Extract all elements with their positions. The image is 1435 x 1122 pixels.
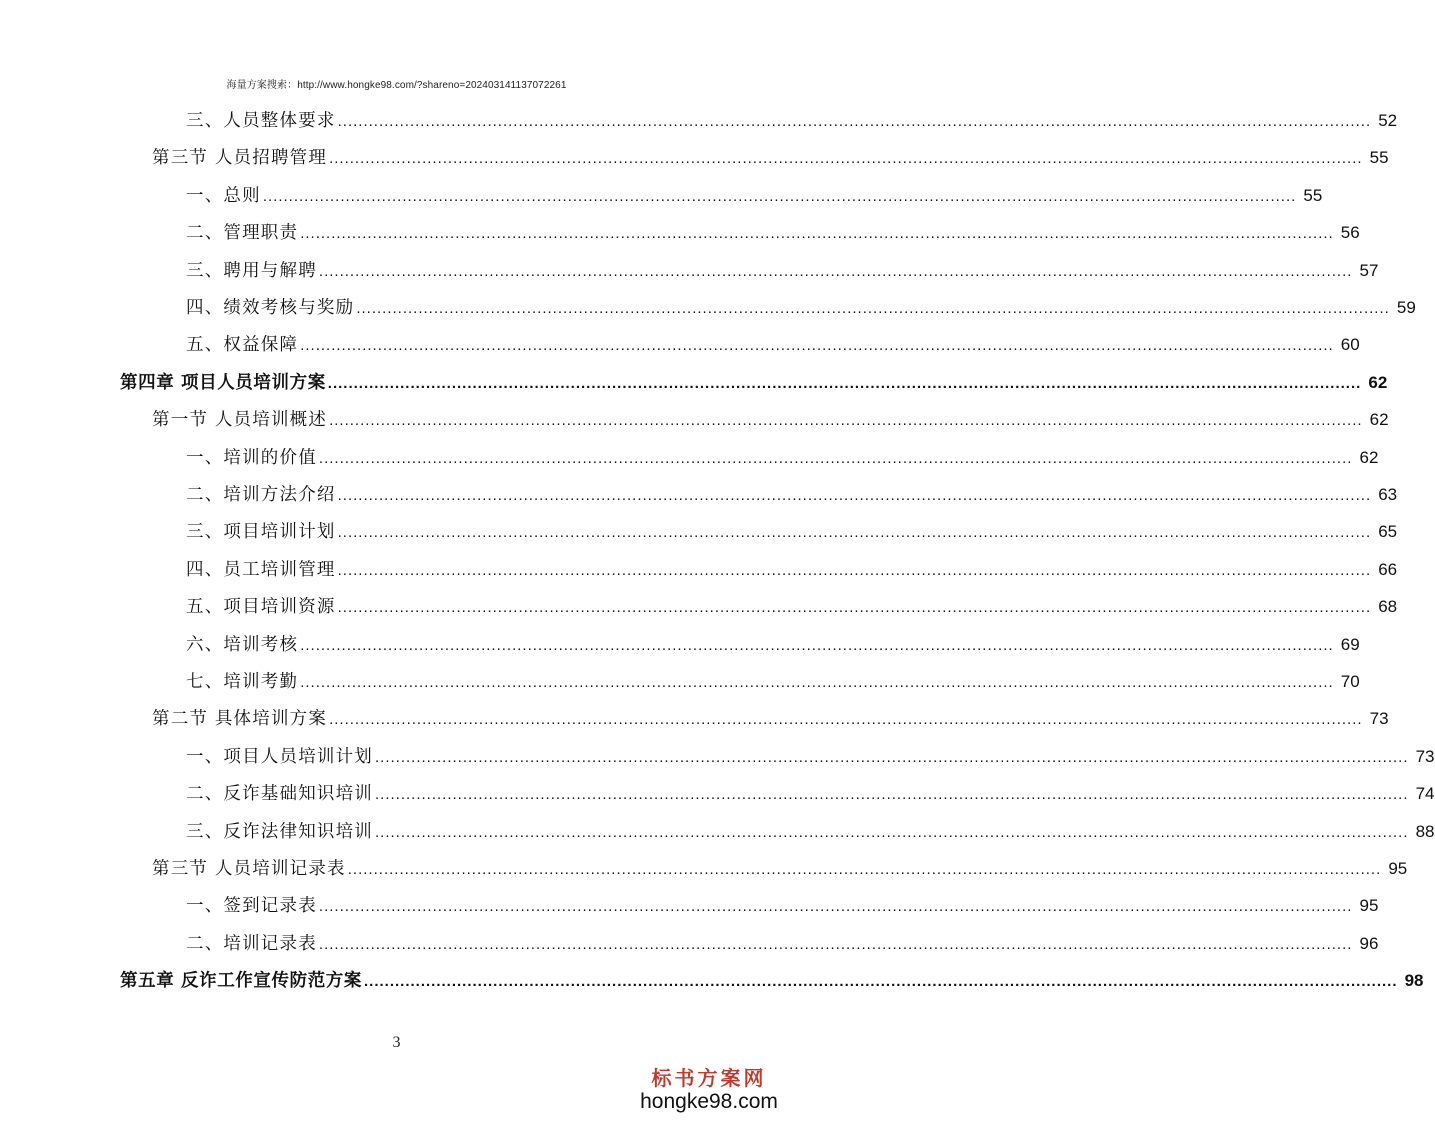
toc-entry-page: 65 xyxy=(1378,522,1398,542)
toc-entry-label: 第三节 人员培训记录表 xyxy=(152,859,346,879)
toc-entry-item[interactable] xyxy=(186,252,1379,282)
toc-entry-page: 66 xyxy=(1378,559,1398,579)
toc-entry-label: 三、人员整体要求 xyxy=(186,111,336,131)
watermark-domain: hongke98.com xyxy=(640,1090,778,1113)
toc-entry-label: 第一节 人员培训概述 xyxy=(152,410,328,431)
toc-entry-section[interactable] xyxy=(152,139,1389,169)
toc-entry-page: 55 xyxy=(1303,185,1323,205)
toc-entry-label: 二、反诈基础知识培训 xyxy=(186,784,373,805)
toc-entry-label: 三、聘用与解聘 xyxy=(186,260,317,281)
toc-dot-leader: ........................................................................................................................................................................................................ xyxy=(364,973,1398,991)
site-watermark xyxy=(639,1066,779,1114)
toc-entry-item[interactable] xyxy=(186,813,1435,843)
toc-entry-page: 95 xyxy=(1388,859,1408,878)
toc-entry-label: 五、项目培训资源 xyxy=(186,597,336,618)
toc-entry-page: 73 xyxy=(1369,709,1389,729)
toc-entry-label: 三、反诈法律知识培训 xyxy=(186,821,373,842)
toc-entry-page: 73 xyxy=(1415,746,1435,766)
toc-entry-page: 59 xyxy=(1396,298,1416,317)
toc-entry-page: 62 xyxy=(1368,372,1388,392)
toc-entry-item[interactable] xyxy=(186,439,1379,469)
toc-entry-label: 六、培训考核 xyxy=(186,634,299,655)
toc-dot-leader: ........................................................................................................................................................................................................ xyxy=(375,748,1409,766)
toc-dot-leader: ........................................................................................................................................................................................................ xyxy=(300,636,1334,654)
toc-entry-page: 56 xyxy=(1340,223,1360,243)
toc-dot-leader: ........................................................................................................................................................................................................ xyxy=(347,861,1382,878)
toc-entry-item[interactable] xyxy=(186,738,1435,768)
toc-entry-page: 68 xyxy=(1378,597,1398,617)
toc-dot-leader: ........................................................................................................................................................................................................ xyxy=(318,262,1353,280)
toc-entry-page: 62 xyxy=(1369,410,1389,430)
toc-entry-item[interactable] xyxy=(186,177,1323,207)
toc-entry-item[interactable] xyxy=(186,551,1398,581)
toc-entry-label: 第二节 具体培训方案 xyxy=(152,709,328,730)
toc-entry-label: 四、绩效考核与奖励 xyxy=(186,298,355,318)
toc-entry-label: 一、项目人员培训计划 xyxy=(186,746,373,767)
toc-dot-leader: ........................................................................................................................................................................................................ xyxy=(337,113,1372,130)
toc-entry-page: 63 xyxy=(1378,485,1398,504)
toc-entry-chapter[interactable] xyxy=(120,364,1388,394)
toc-entry-label: 第四章 项目人员培训方案 xyxy=(120,372,326,393)
toc-entry-page: 60 xyxy=(1340,335,1360,355)
toc-dot-leader: ........................................................................................................................................................................................................ xyxy=(318,935,1353,953)
toc-entry-item[interactable] xyxy=(186,588,1398,618)
toc-dot-leader: ........................................................................................................................................................................................................ xyxy=(356,300,1390,317)
toc-entry-label: 二、培训记录表 xyxy=(186,933,317,954)
toc-entry-item[interactable] xyxy=(186,663,1360,693)
toc-entry-label: 第三节 人员招聘管理 xyxy=(152,148,328,169)
toc-entry-page: 96 xyxy=(1359,933,1379,953)
toc-entry-item[interactable] xyxy=(186,476,1398,506)
toc-entry-label: 第五章 反诈工作宣传防范方案 xyxy=(120,971,362,992)
toc-entry-label: 二、管理职责 xyxy=(186,223,299,244)
toc-entry-label: 五、权益保障 xyxy=(186,335,299,356)
toc-entry-page: 70 xyxy=(1340,672,1360,691)
toc-entry-item[interactable] xyxy=(186,925,1379,955)
toc-entry-page: 52 xyxy=(1378,111,1398,130)
toc-dot-leader: ........................................................................................................................................................................................................ xyxy=(327,374,1362,392)
toc-entry-section[interactable] xyxy=(152,850,1408,880)
toc-dot-leader: ........................................................................................................................................................................................................ xyxy=(337,487,1372,504)
toc-dot-leader: ........................................................................................................................................................................................................ xyxy=(337,524,1372,542)
toc-dot-leader: ........................................................................................................................................................................................................ xyxy=(329,150,1363,168)
toc-dot-leader: ........................................................................................................................................................................................................ xyxy=(262,187,1297,205)
toc-dot-leader: ........................................................................................................................................................................................................ xyxy=(318,898,1353,916)
toc-entry-page: 62 xyxy=(1359,447,1379,467)
toc-entry-label: 二、培训方法介绍 xyxy=(186,485,336,505)
toc-entry-item[interactable] xyxy=(186,513,1398,543)
toc-entry-page: 69 xyxy=(1340,634,1360,654)
toc-entry-item[interactable] xyxy=(186,775,1435,805)
toc-entry-label: 一、签到记录表 xyxy=(186,896,317,917)
toc-dot-leader: ........................................................................................................................................................................................................ xyxy=(375,823,1409,841)
toc-entry-page: 74 xyxy=(1415,784,1435,804)
toc-entry-item[interactable] xyxy=(186,326,1360,356)
toc-dot-leader: ........................................................................................................................................................................................................ xyxy=(300,225,1334,243)
toc-entry-item[interactable] xyxy=(186,626,1360,656)
toc-entry-section[interactable] xyxy=(152,700,1389,730)
toc-entry-page: 98 xyxy=(1404,971,1424,991)
page-header-url: 海量方案搜索：http://www.hongke98.com/?shareno=20240314113707226​1 xyxy=(226,80,567,91)
toc-entry-item[interactable] xyxy=(186,102,1398,132)
watermark-chinese-name: 标书方案网 xyxy=(651,1066,767,1090)
toc-entry-item[interactable] xyxy=(186,214,1360,244)
toc-dot-leader: ........................................................................................................................................................................................................ xyxy=(300,674,1334,691)
toc-entry-label: 七、培训考勤 xyxy=(186,672,299,692)
toc-dot-leader: ........................................................................................................................................................................................................ xyxy=(329,412,1363,430)
toc-entry-label: 四、员工培训管理 xyxy=(186,559,336,580)
toc-entry-label: 三、项目培训计划 xyxy=(186,522,336,543)
toc-entry-page: 55 xyxy=(1369,148,1389,168)
toc-dot-leader: ........................................................................................................................................................................................................ xyxy=(337,599,1372,617)
toc-dot-leader: ........................................................................................................................................................................................................ xyxy=(337,561,1372,579)
toc-entry-page: 57 xyxy=(1359,260,1379,280)
toc-dot-leader: ........................................................................................................................................................................................................ xyxy=(375,786,1409,804)
toc-entry-page: 88 xyxy=(1415,821,1435,841)
toc-entry-chapter[interactable] xyxy=(120,962,1424,992)
toc-entry-item[interactable] xyxy=(186,289,1416,319)
toc-dot-leader: ........................................................................................................................................................................................................ xyxy=(300,337,1334,355)
toc-entry-page: 95 xyxy=(1359,896,1379,916)
toc-entry-label: 一、总则 xyxy=(186,185,261,206)
toc-dot-leader: ........................................................................................................................................................................................................ xyxy=(329,711,1363,729)
toc-dot-leader: ........................................................................................................................................................................................................ xyxy=(318,449,1353,467)
toc-entry-section[interactable] xyxy=(152,401,1389,431)
page-number: 3 xyxy=(392,1034,401,1051)
toc-entry-item[interactable] xyxy=(186,887,1379,917)
toc-entry-label: 一、培训的价值 xyxy=(186,447,317,468)
